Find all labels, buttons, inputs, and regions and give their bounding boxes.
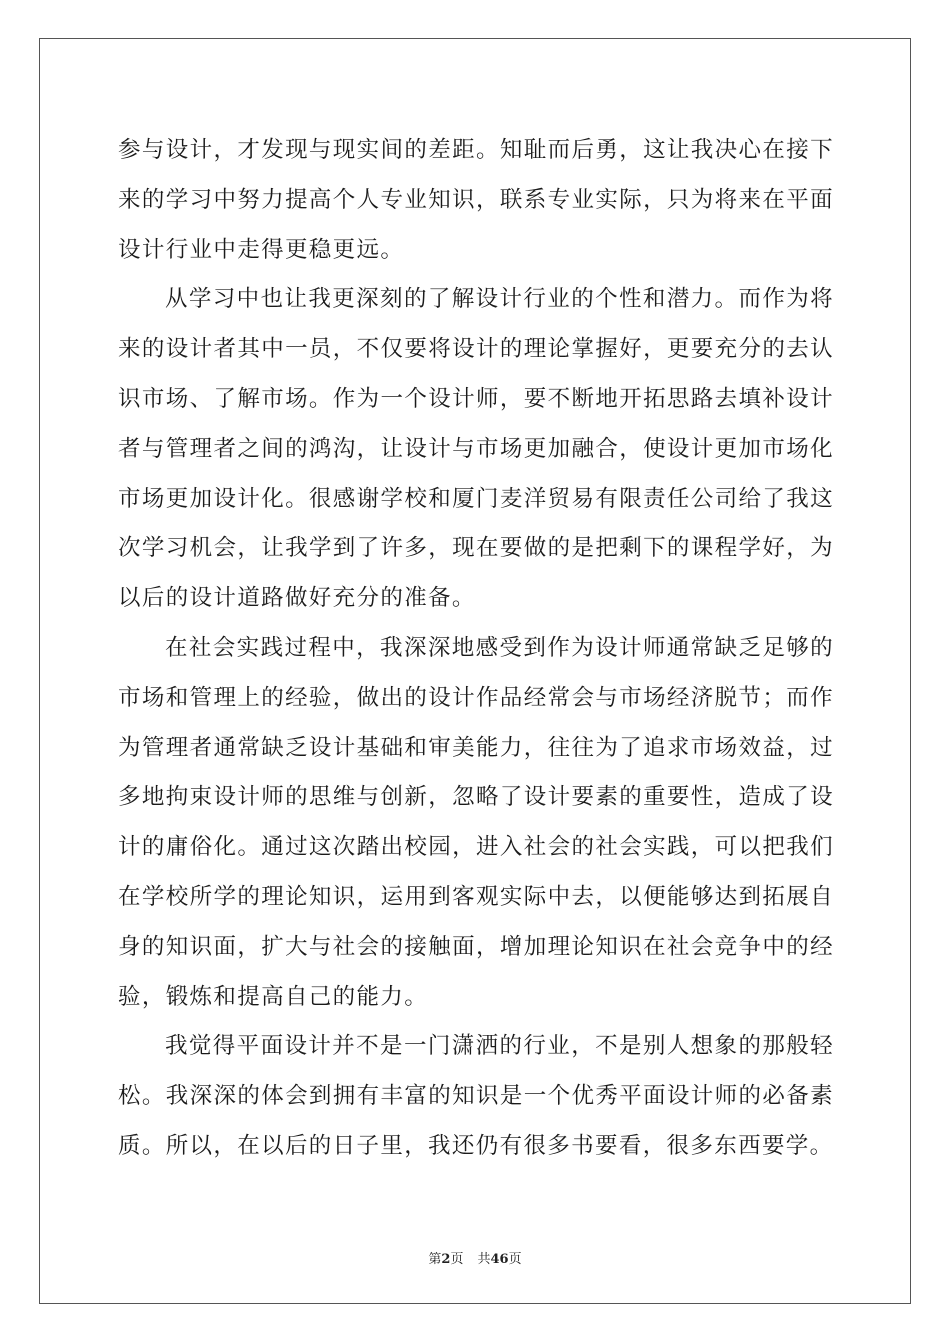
page-number: 2	[441, 1252, 451, 1267]
total-pages: 46	[490, 1252, 509, 1267]
page-suffix: 页	[450, 1252, 464, 1267]
page-footer	[0, 1248, 950, 1267]
paragraph-3: 在社会实践过程中，我深深地感受到作为设计师通常缺乏足够的市场和管理上的经验，做出的设计作品经常会与市场经济脱节；而作为管理者通常缺乏设计基础和审美能力，往往为了追求市场效益，过多地拘束设计师的思维与创新，忽略了设计要素的重要性，造成了设计的庸俗化。通过这次踏出校园，进入社会的社会实践，可以把我们在学校所学的理论知识，运用到客观实际中去，以便能够达到拓展自身的知识面，扩大与社会的接触面，增加理论知识在社会竞争中的经验，锻炼和提高自己的能力。	[118, 634, 834, 1010]
document-body	[118, 126, 834, 1172]
paragraph-2: 从学习中也让我更深刻的了解设计行业的个性和潜力。而作为将来的设计者其中一员，不仅要将设计的理论掌握好，更要充分的去认识市场、了解市场。作为一个设计师，要不断地开拓思路去填补设计者与管理者之间的鸿沟，让设计与市场更加融合，使设计更加市场化市场更加设计化。很感谢学校和厦门麦洋贸易有限责任公司给了我这次学习机会，让我学到了许多，现在要做的是把剩下的课程学好，为以后的设计道路做好充分的准备。	[118, 286, 834, 612]
total-prefix: 共	[477, 1252, 491, 1267]
paragraph-4: 我觉得平面设计并不是一门潇洒的行业，不是别人想象的那般轻松。我深深的体会到拥有丰富的知识是一个优秀平面设计师的必备素质。所以，在以后的日子里，我还仍有很多书要看，很多东西要学。	[118, 1033, 834, 1159]
total-suffix: 页	[508, 1252, 522, 1267]
paragraph-1: 参与设计，才发现与现实间的差距。知耻而后勇，这让我决心在接下来的学习中努力提高个人专业知识，联系专业实际，只为将来在平面设计行业中走得更稳更远。	[118, 137, 834, 263]
page-prefix: 第	[428, 1252, 442, 1267]
